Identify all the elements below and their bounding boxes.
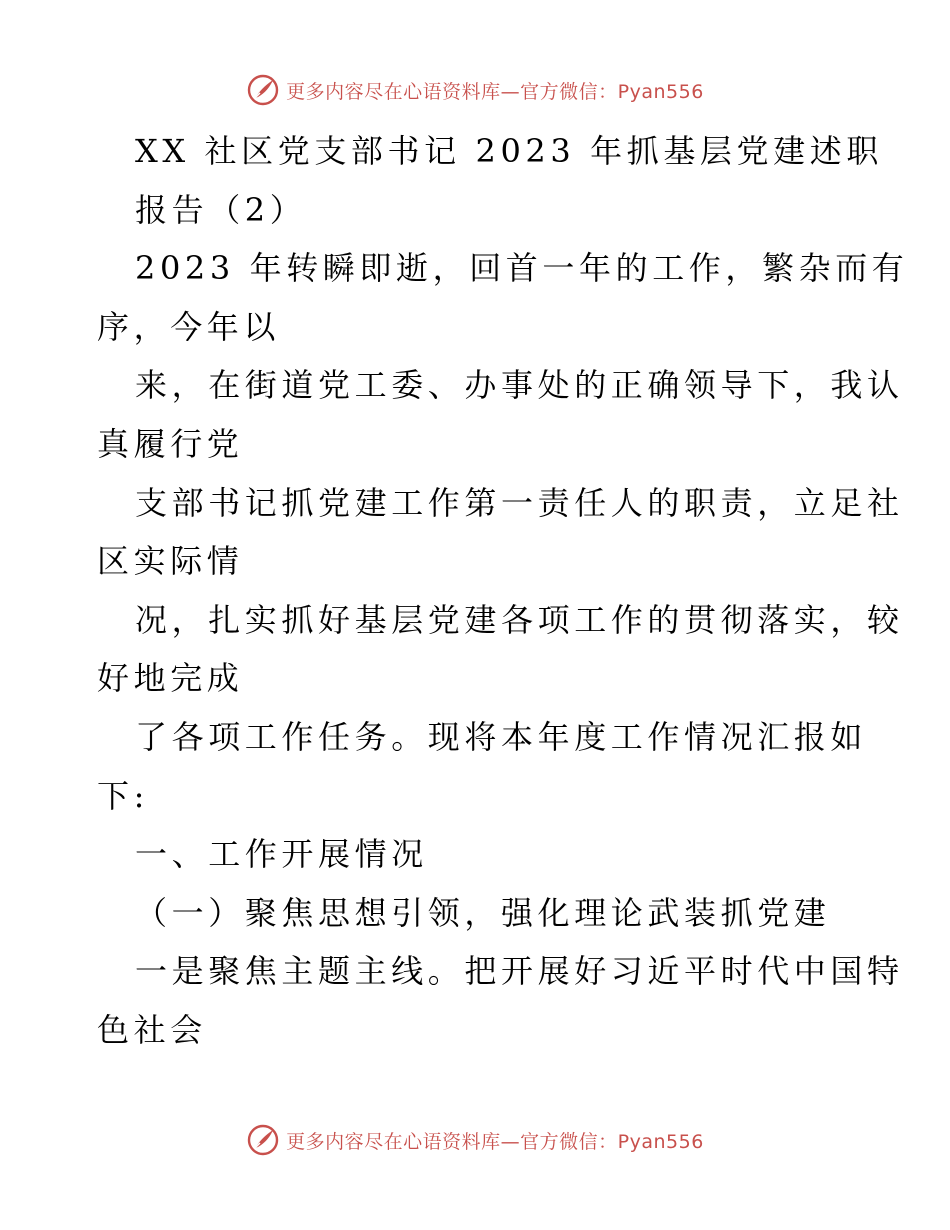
text-line: 区实际情 [97,542,244,581]
text-line: 来，在街道党工委、办事处的正确领导下，我认 [135,366,904,405]
document-body [97,122,909,1060]
text-line: 一是聚焦主题主线。把开展好习近平时代中国特 [135,952,904,991]
footer-watermark [0,1120,950,1160]
text-line: 好地完成 [97,659,244,698]
watermark-text: 更多内容尽在心语资料库—官方微信：Pyan556 [286,1130,704,1153]
text-line: XX 社区党支部书记 2023 年抓基层党建述职 [135,132,883,170]
text-line: 序，今年以 [97,307,281,346]
text-line: 下: [97,776,149,815]
text-line: 况，扎实抓好基层党建各项工作的贯彻落实，较 [135,600,904,639]
text-line: 真履行党 [97,424,244,463]
text-line: 一、工作开展情况 [135,835,428,874]
text-line: 支部书记抓党建工作第一责任人的职责，立足社 [135,483,904,522]
text-line: 2023 年转瞬即逝，回首一年的工作，繁杂而有 [135,249,909,288]
quill-pen-logo-icon [246,1123,280,1157]
text-line: （一）聚焦思想引领，强化理论武装抓党建 [135,893,831,932]
header-watermark [0,70,950,110]
watermark-text: 更多内容尽在心语资料库—官方微信：Pyan556 [286,80,704,103]
quill-pen-logo-icon [246,73,280,107]
text-line: 报告（2） [135,190,307,229]
text-line: 色社会 [97,1010,207,1049]
text-line: 了各项工作任务。现将本年度工作情况汇报如 [135,717,868,756]
